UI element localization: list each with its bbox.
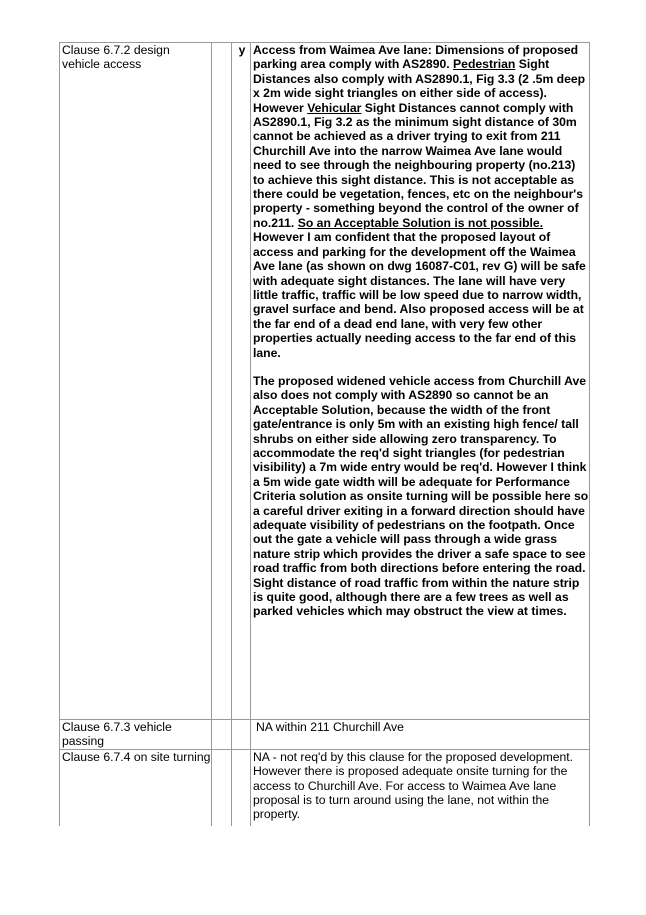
comment-paragraph — [253, 101, 589, 360]
compliance-flag — [232, 720, 251, 750]
table-row — [60, 43, 590, 720]
clause-cell: Clause 6.7.2 design vehicle access — [60, 43, 212, 720]
text-run: So an Acceptable Solution is not possible. — [297, 215, 544, 230]
text-run: However — [253, 100, 308, 115]
text-run: Sight Distances also comply with AS2890.1, Fig 3.3 (2 .5m deep x 2m wide sight triangles on either side of access). — [253, 57, 586, 101]
comment-cell: NA - not req'd by this clause for the proposed development. However there is proposed adequate onsite turning for the access to Churchill Ave. For access to Waimea Ave lane proposal is to turn around using the lane, not within the property. — [251, 749, 590, 826]
clause-cell: Clause 6.7.3 vehicle passing — [60, 720, 212, 750]
table-row — [60, 749, 590, 826]
comment-cell — [251, 43, 590, 720]
text-run: Vehicular — [307, 100, 362, 115]
text-run: Sight Distances cannot comply with AS2890.1, Fig 3.2 as the minimum sight distance of 30m cannot be achieved as a driver trying to exit from 211 Churchill Ave into the narrow Waimea Ave lane would need to see through the neighbouring property (no.213) to achieve this sight distance. This is not acceptable as there could be vegetation, fences, etc on the neighbour's property - something beyond the control of the owner of no.211. — [253, 100, 583, 230]
comment-paragraph: The proposed widened vehicle access from Churchill Ave also does not comply with AS2890 so cannot be an Acceptable Solution, because the width of the front gate/entrance is only 5m with an existing high fence/ tall shrubs on either side allowing zero transparency. To accommodate the req'd sight triangles (for pedestrian visibility) a 7m wide entry would be req'd. However I think a 5m wide gate width will be adequate for Performance Criteria solution as onsite turning will be possible here so a careful driver exiting in a forward direction should have adequate visibility of pedestrians on the footpath. Once out the gate a vehicle will pass through a wide grass nature strip which provides the driver a safe space to see road traffic from both directions before entering the road. Sight distance of road traffic from within the nature strip is quite good, although there are a few trees as well as parked vehicles which may obstruct the view at times. — [253, 373, 589, 619]
blank-cell — [212, 749, 232, 826]
table-row — [60, 720, 590, 750]
text-run: Access from Waimea Ave lane: Dimensions of proposed parking area comply with AS2890. — [253, 43, 579, 72]
compliance-flag — [232, 749, 251, 826]
blank-cell — [212, 720, 232, 750]
text-run: Pedestrian — [453, 57, 516, 72]
clause-cell: Clause 6.7.4 on site turning — [60, 749, 212, 826]
compliance-table — [59, 42, 590, 826]
text-run: However I am confident that the proposed layout of access and parking for the development off the Waimea Ave lane (as shown on dwg 16087-C01, rev G) will be safe with adequate sight distances. The lane will have very little traffic, traffic will be low speed due to narrow width, gravel surface and bend. Also proposed access will be at the far end of a dead end lane, with very few other properties actually needing access to the far end of this lane. — [253, 230, 586, 360]
comment-paragraph — [253, 43, 589, 101]
comment-cell: NA within 211 Churchill Ave — [251, 720, 590, 750]
compliance-flag: y — [232, 43, 251, 720]
blank-cell — [212, 43, 232, 720]
